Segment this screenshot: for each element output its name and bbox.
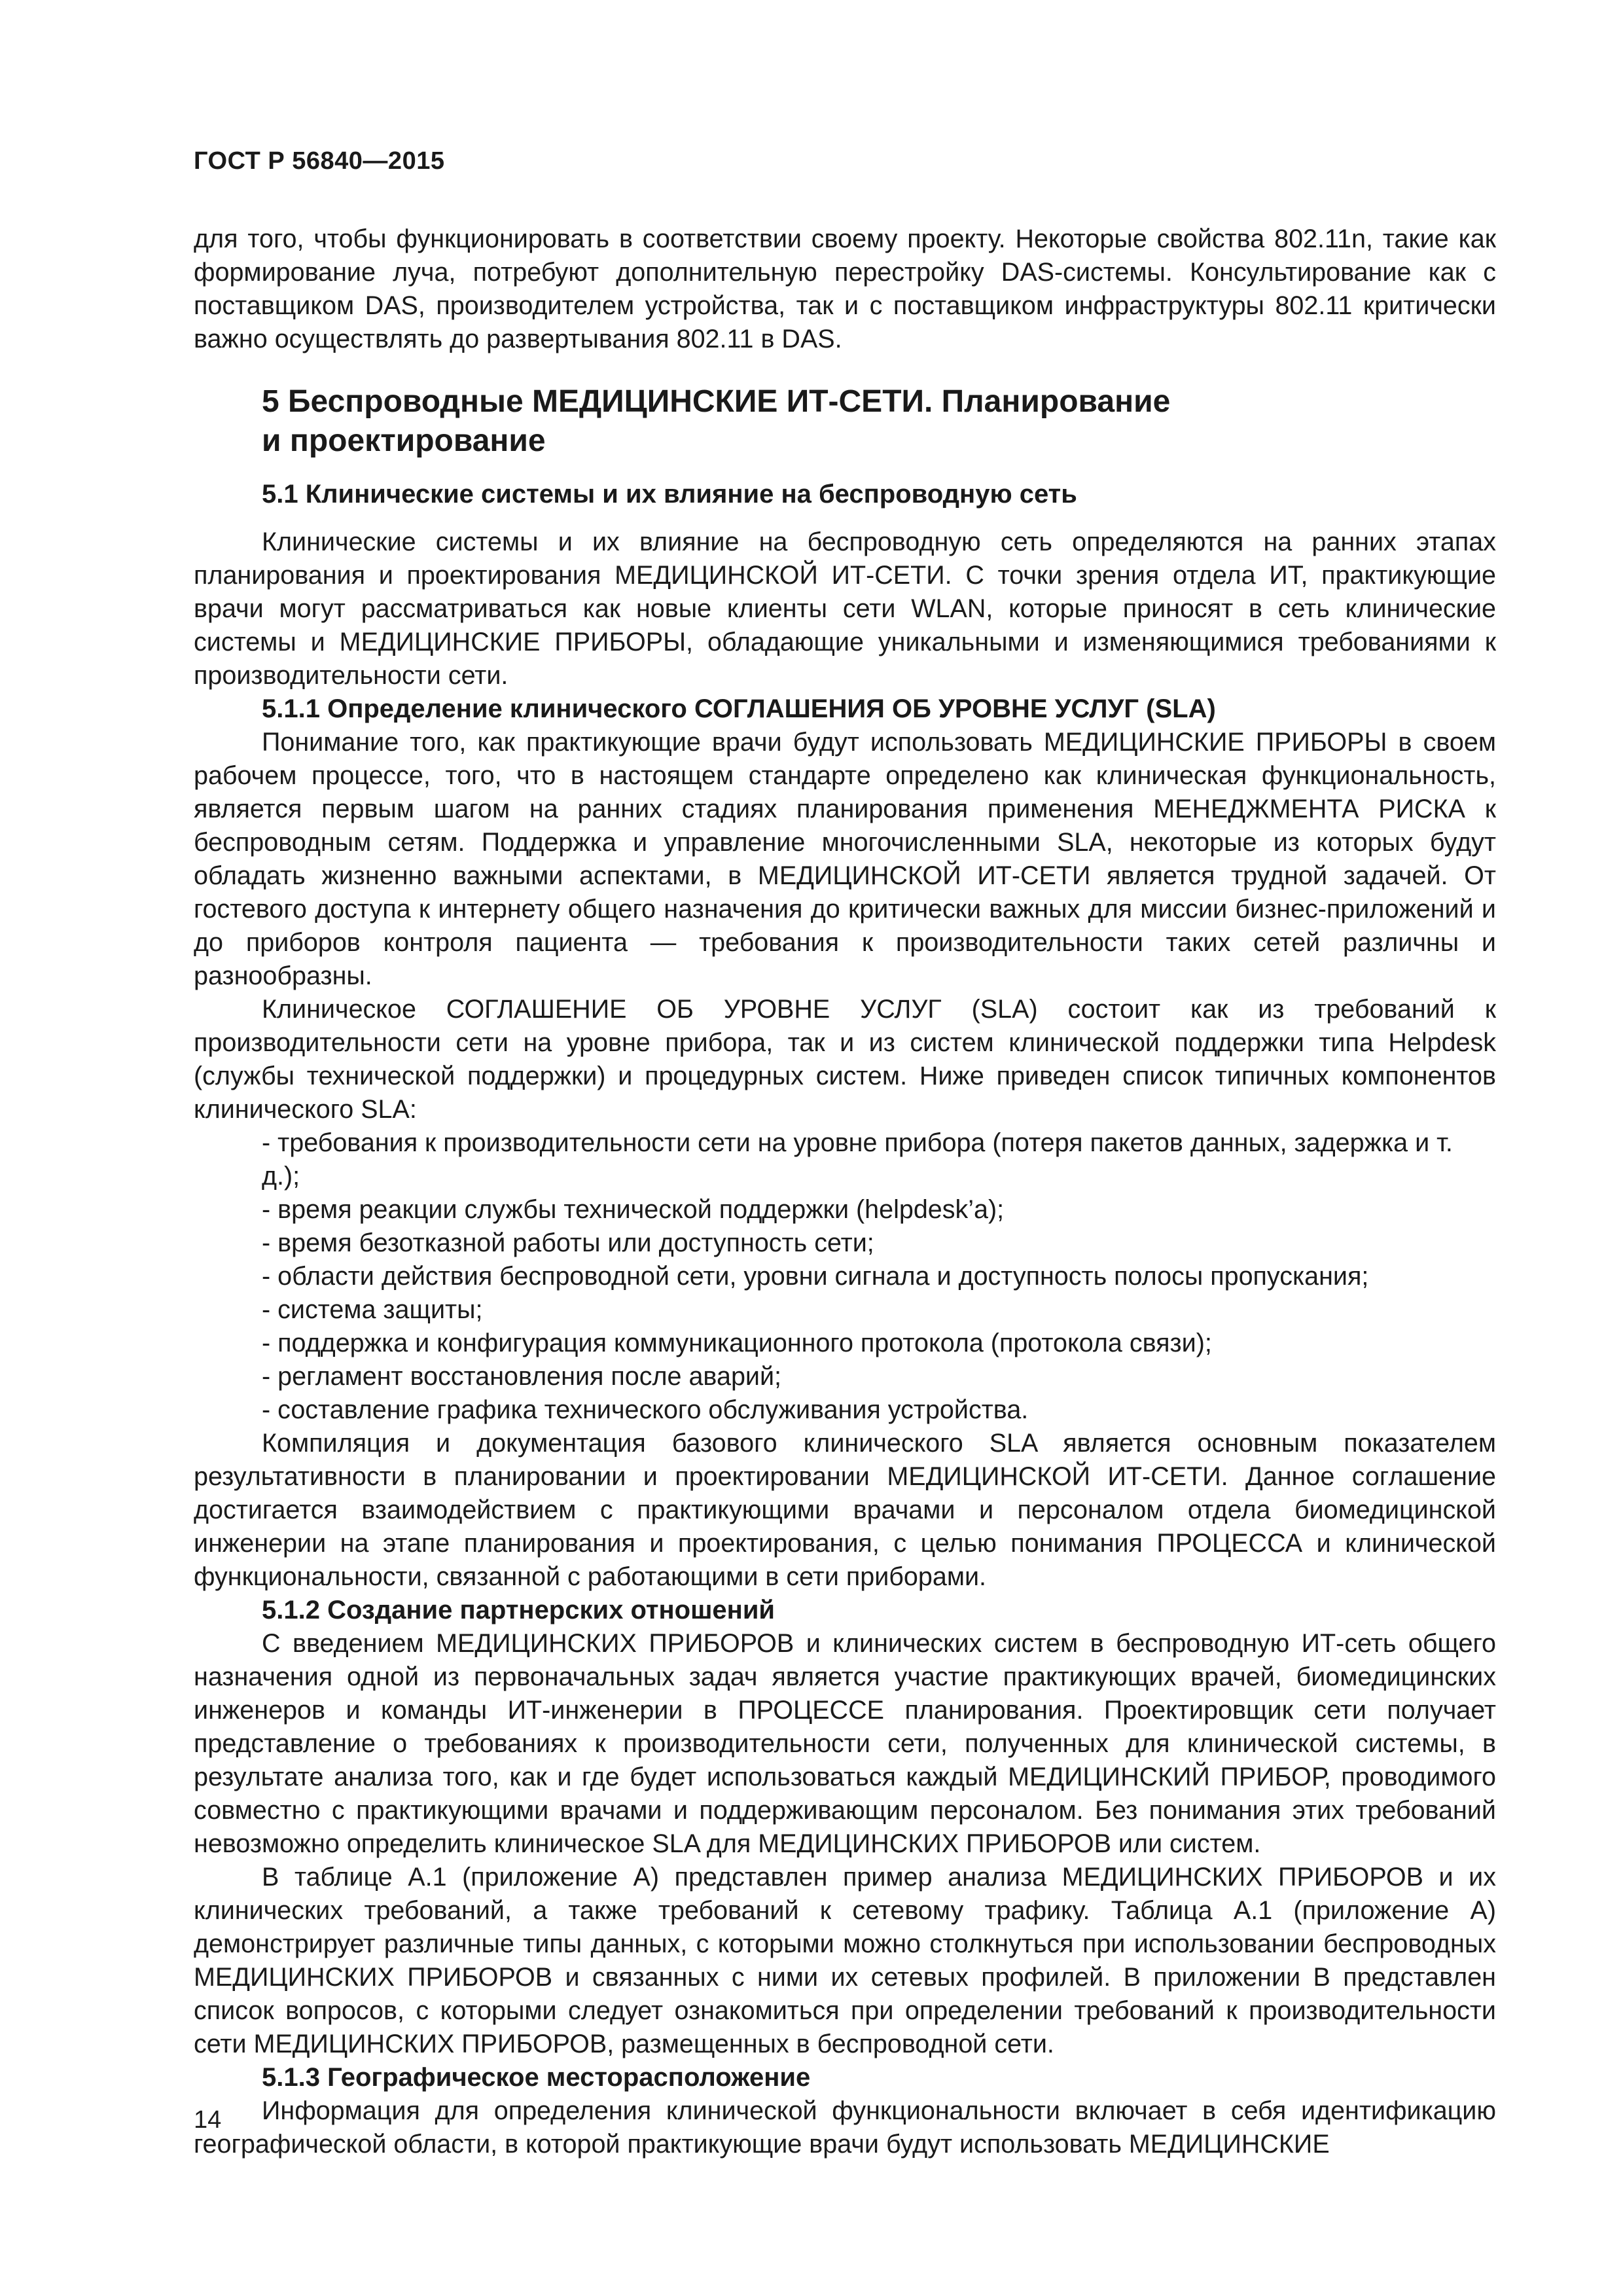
list-item: - время реакции службы технической поддержки (helpdesk’а);	[262, 1195, 1005, 1224]
section-5-1-2-title: 5.1.2 Создание партнерских отношений	[262, 1596, 776, 1624]
section-5-1-title: 5.1 Клинические системы и их влияние на беспроводную сеть	[262, 480, 1077, 509]
section-5-1-3-paragraph: Информация для определения клинической функциональности включает в себя идентификацию географической области, в которой практикующие врачи будут использовать МЕДИЦИНСКИЕ	[194, 2096, 1496, 2159]
list-item: - система защиты;	[262, 1295, 483, 1324]
section-5-1-1-title: 5.1.1 Определение клинического СОГЛАШЕНИЯ ОБ УРОВНЕ УСЛУГ (SLA)	[262, 694, 1216, 723]
section-5-1-1-paragraph-2: Клиническое СОГЛАШЕНИЕ ОБ УРОВНЕ УСЛУГ (SLA) состоит как из требований к производительности сети на уровне прибора, так и из систем клинической поддержки типа Helpdesk (службы технической поддержки) и процедурных систем. Ниже приведен список типичных компонентов клинического SLA:	[194, 995, 1496, 1124]
list-item: - регламент восстановления после аварий;	[262, 1362, 782, 1391]
section-5-title-line-2: и проектирование	[262, 423, 546, 458]
section-5-1-1-paragraph-1: Понимание того, как практикующие врачи будут использовать МЕДИЦИНСКИЕ ПРИБОРЫ в своем рабочем процессе, того, что в настоящем стандарте определено как клиническая функциональность, является первым шагом на ранних стадиях планирования применения МЕНЕДЖМЕНТА РИСКА к беспроводным сетям. Поддержка и управление многочисленными SLA, некоторые из которых будут обладать жизненно важными аспектами, в МЕДИЦИНСКОЙ ИТ-СЕТИ является трудной задачей. От гостевого доступа к интернету общего назначения до критически важных для миссии бизнес-приложений и до приборов контроля пациента — требования к производительности таких сетей различны и разнообразны.	[194, 728, 1496, 990]
document-header: ГОСТ Р 56840—2015	[194, 147, 445, 175]
page-number: 14	[194, 2106, 222, 2134]
intro-paragraph: для того, чтобы функционировать в соответствии своему проекту. Некоторые свойства 802.11n, такие как формирование луча, потребуют дополнительную перестройку DAS-системы. Консультирование как с поставщиком DAS, производителем устройства, так и с поставщиком инфраструктуры 802.11 критически важно осуществлять до развертывания 802.11 в DAS.	[194, 224, 1496, 353]
document-body	[194, 223, 1496, 2161]
section-5-1-2-paragraph-1: С введением МЕДИЦИНСКИХ ПРИБОРОВ и клинических систем в беспроводную ИТ-сеть общего назначения одной из первоначальных задач является участие практикующих врачей, биомедицинских инженеров и команды ИТ-инженерии в ПРОЦЕССЕ планирования. Проектировщик сети получает представление о требованиях к производительности сети, полученных для клинической системы, в результате анализа того, как и где будет использоваться каждый МЕДИЦИНСКИЙ ПРИБОР, проводимого совместно с практикующими врачами и поддерживающим персоналом. Без понимания этих требований невозможно определить клиническое SLA для МЕДИЦИНСКИХ ПРИБОРОВ или систем.	[194, 1629, 1496, 1858]
sla-components-list	[194, 1126, 1496, 1427]
section-5-1-1-paragraph-3: Компиляция и документация базового клинического SLA является основным показателем результативности в планировании и проектировании МЕДИЦИНСКОЙ ИТ-СЕТИ. Данное соглашение достигается взаимодействием с практикующими врачами и персоналом отдела биомедицинской инженерии на этапе планирования и проектирования, с целью понимания ПРОЦЕССА и клинической функциональности, связанной с работающими в сети приборами.	[194, 1429, 1496, 1591]
section-5-1-paragraph: Клинические системы и их влияние на беспроводную сеть определяются на ранних этапах планирования и проектирования МЕДИЦИНСКОЙ ИТ-СЕТИ. С точки зрения отдела ИТ, практикующие врачи могут рассматриваться как новые клиенты сети WLAN, которые приносят в сеть клинические системы и МЕДИЦИНСКИЕ ПРИБОРЫ, обладающие уникальными и изменяющимися требованиями к производительности сети.	[194, 528, 1496, 690]
list-item: - время безотказной работы или доступность сети;	[262, 1229, 874, 1257]
list-item: - поддержка и конфигурация коммуникационного протокола (протокола связи);	[262, 1329, 1212, 1357]
section-5-1-3-title: 5.1.3 Географическое месторасположение	[262, 2063, 811, 2092]
section-5-title-line-1: 5 Беспроводные МЕДИЦИНСКИЕ ИТ-СЕТИ. Планирование	[262, 384, 1171, 419]
section-5-title	[262, 382, 1496, 461]
list-item: - требования к производительности сети на уровне прибора (потеря пакетов данных, задержка и т. д.);	[262, 1128, 1453, 1191]
list-item: - составление графика технического обслуживания устройства.	[262, 1395, 1029, 1424]
section-5-1-2-paragraph-2: В таблице А.1 (приложение А) представлен пример анализа МЕДИЦИНСКИХ ПРИБОРОВ и их клинических требований, а также требований к сетевому трафику. Таблица А.1 (приложение А) демонстрирует различные типы данных, с которыми можно столкнуться при использовании беспроводных МЕДИЦИНСКИХ ПРИБОРОВ и связанных с ними их сетевых профилей. В приложении В представлен список вопросов, с которыми следует ознакомиться при определении требований к производительности сети МЕДИЦИНСКИХ ПРИБОРОВ, размещенных в беспроводной сети.	[194, 1863, 1496, 2058]
list-item: - области действия беспроводной сети, уровни сигнала и доступность полосы пропускания;	[262, 1262, 1369, 1291]
